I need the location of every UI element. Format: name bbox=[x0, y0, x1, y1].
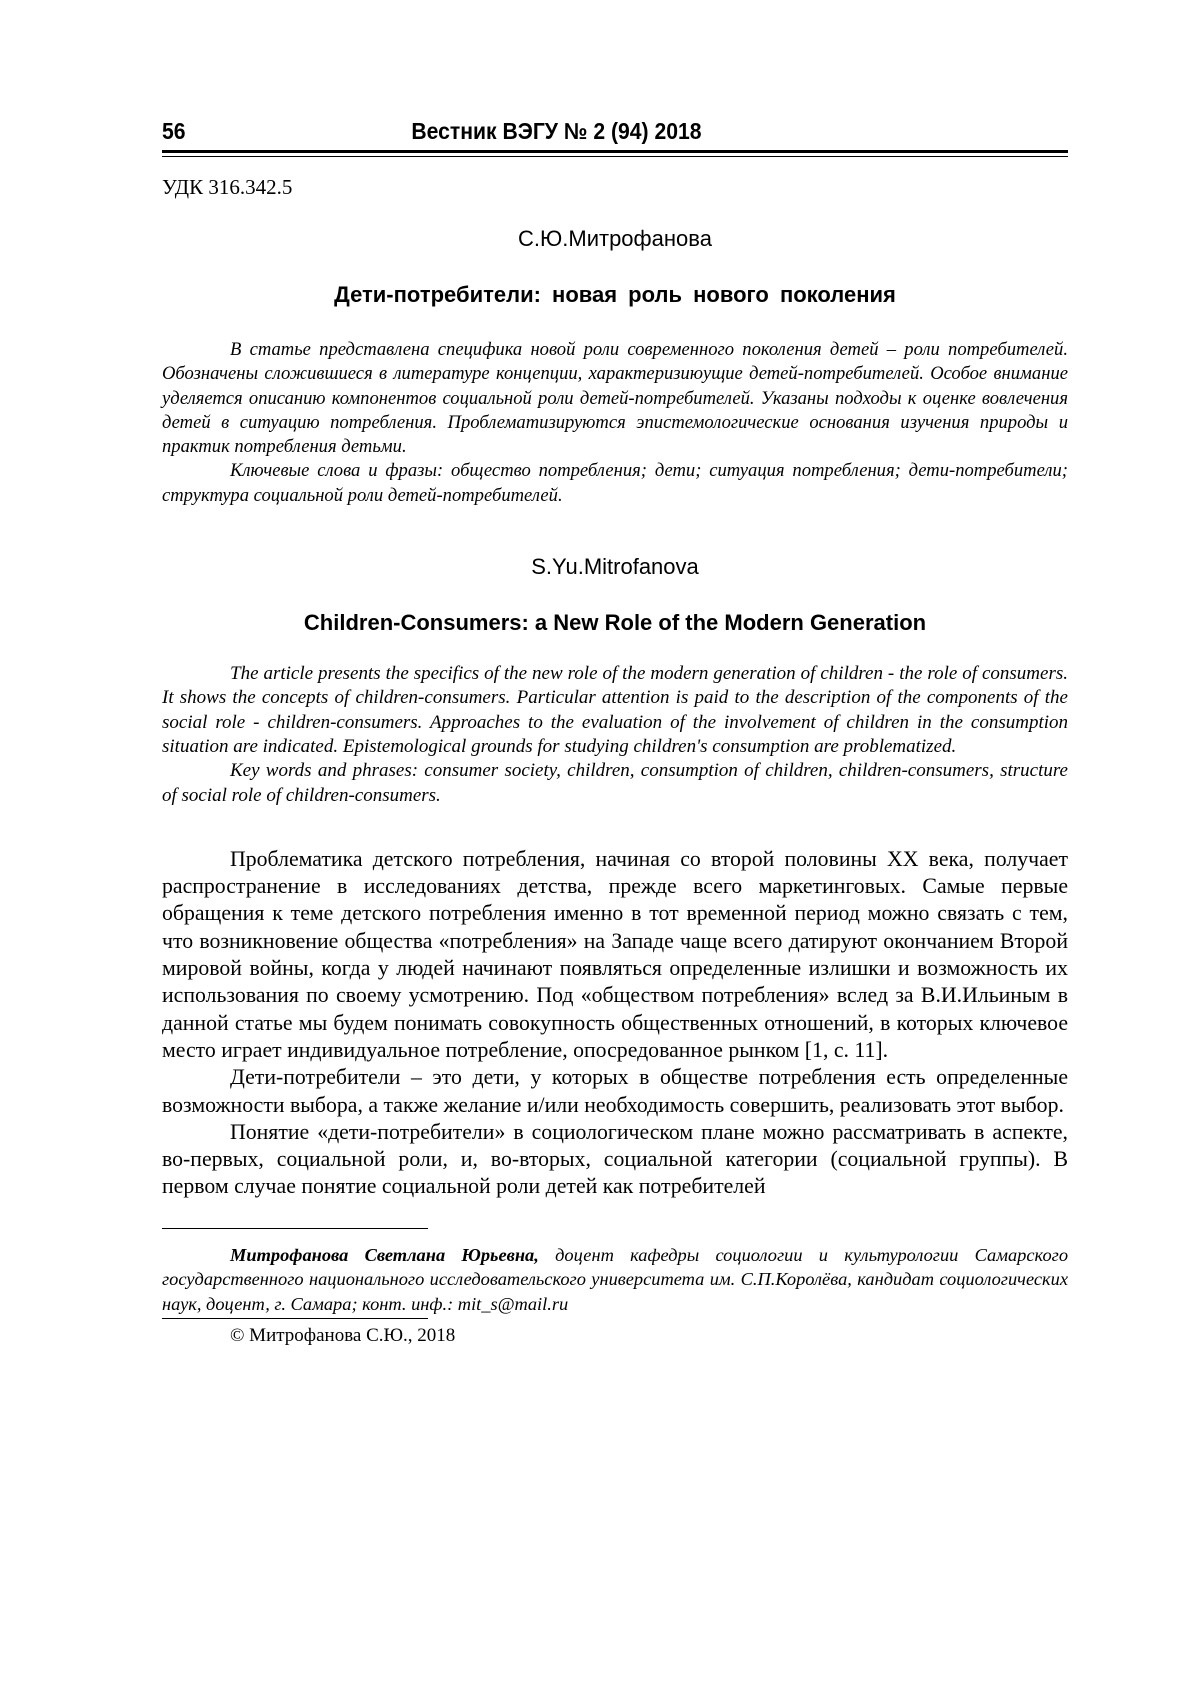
footnote-rule-2 bbox=[162, 1318, 428, 1319]
udk-code: УДК 316.342.5 bbox=[162, 175, 293, 199]
abstract-en: The article presents the specifics of the new role of the modern generation of children - the role of consumers. It shows the concepts of children-consumers. Particular attention is paid to the description of the components of the social role - children-consumers. Approaches to the evaluation of the involvement of children in the consumption situation are indicated. Epistemological grounds for studying children's consumption are problematized. bbox=[162, 663, 1068, 757]
footnote-author-info: доцент кафедры социологии и культурологии Самарского государственного национального исследовательского университета им. С.П.Королёва, кандидат социологических наук, доцент, г. Самара; конт. инф.: mit_s@mail.ru bbox=[162, 1244, 1069, 1314]
keywords-ru: Ключевые слова и фразы: общество потребления; дети; ситуация потребления; дети-потребители; структура социальной роли детей-потребителей. bbox=[162, 460, 1068, 506]
author-ru: С.Ю.Митрофанова bbox=[518, 226, 712, 251]
article-title-en: Children-Consumers: a New Role of the Modern Generation bbox=[303, 610, 927, 636]
footnote-author-name: Митрофанова Светлана Юрьевна, bbox=[230, 1244, 539, 1265]
page-number: 56 bbox=[162, 118, 186, 144]
keywords-en: Key words and phrases: consumer society, children, consumption of children, children-consumers, structure of social role of children-consumers. bbox=[162, 760, 1068, 806]
page bbox=[162, 110, 1068, 1347]
abstract-ru: В статье представлена специфика новой роли современного поколения детей – роли потребителей. Обозначены сложившиеся в литературе концепции, характеризиюущие детей-потребителей. Особое внимание уделяется описанию компонентов социальной роли детей-потребителей. Указаны подходы к оценке вовлечения детей в ситуацию потребления. Проблематизируются эпистемологические основания изучения природы и практик потребления детьми. bbox=[162, 339, 1068, 458]
body-paragraph-3: Понятие «дети-потребители» в социологическом плане можно рассматривать в аспекте, во-первых, социальной роли, и, во-вторых, социальной категории (социальной группы). В первом случае понятие социальной роли детей как потребителей bbox=[162, 1119, 1068, 1199]
copyright: © Митрофанова С.Ю., 2018 bbox=[230, 1325, 456, 1347]
footnote-rule bbox=[162, 1228, 428, 1229]
running-head bbox=[162, 110, 996, 146]
author-footnote bbox=[162, 1243, 1068, 1317]
header-rule-thin bbox=[162, 156, 1068, 157]
author-en: S.Yu.Mitrofanova bbox=[531, 554, 699, 580]
header-rule-thick bbox=[162, 150, 1068, 153]
article-title-ru: Дети-потребители: новая роль нового поколения bbox=[334, 282, 896, 307]
journal-title: Вестник ВЭГУ № 2 (94) 2018 bbox=[411, 118, 702, 144]
body-paragraph-2: Дети-потребители – это дети, у которых в обществе потребления есть определенные возможности выбора, а также желание и/или необходимость совершить, реализовать этот выбор. bbox=[162, 1065, 1068, 1117]
body-paragraph-1: Проблематика детского потребления, начиная со второй половины XX века, получает распространение в исследованиях детства, прежде всего маркетинговых. Самые первые обращения к теме детского потребления именно в тот временной период можно связать с тем, что возникновение общества «потребления» на Западе чаще всего датируют окончанием Второй мировой войны, когда у людей начинают появляться определенные излишки и возможность их использования по своему усмотрению. Под «обществом потребления» вслед за В.И.Ильиным в данной статье мы будем понимать совокупность общественных отношений, в которых ключевое место играет индивидуальное потребление, опосредованное рынком [1, с. 11]. bbox=[162, 846, 1068, 1062]
